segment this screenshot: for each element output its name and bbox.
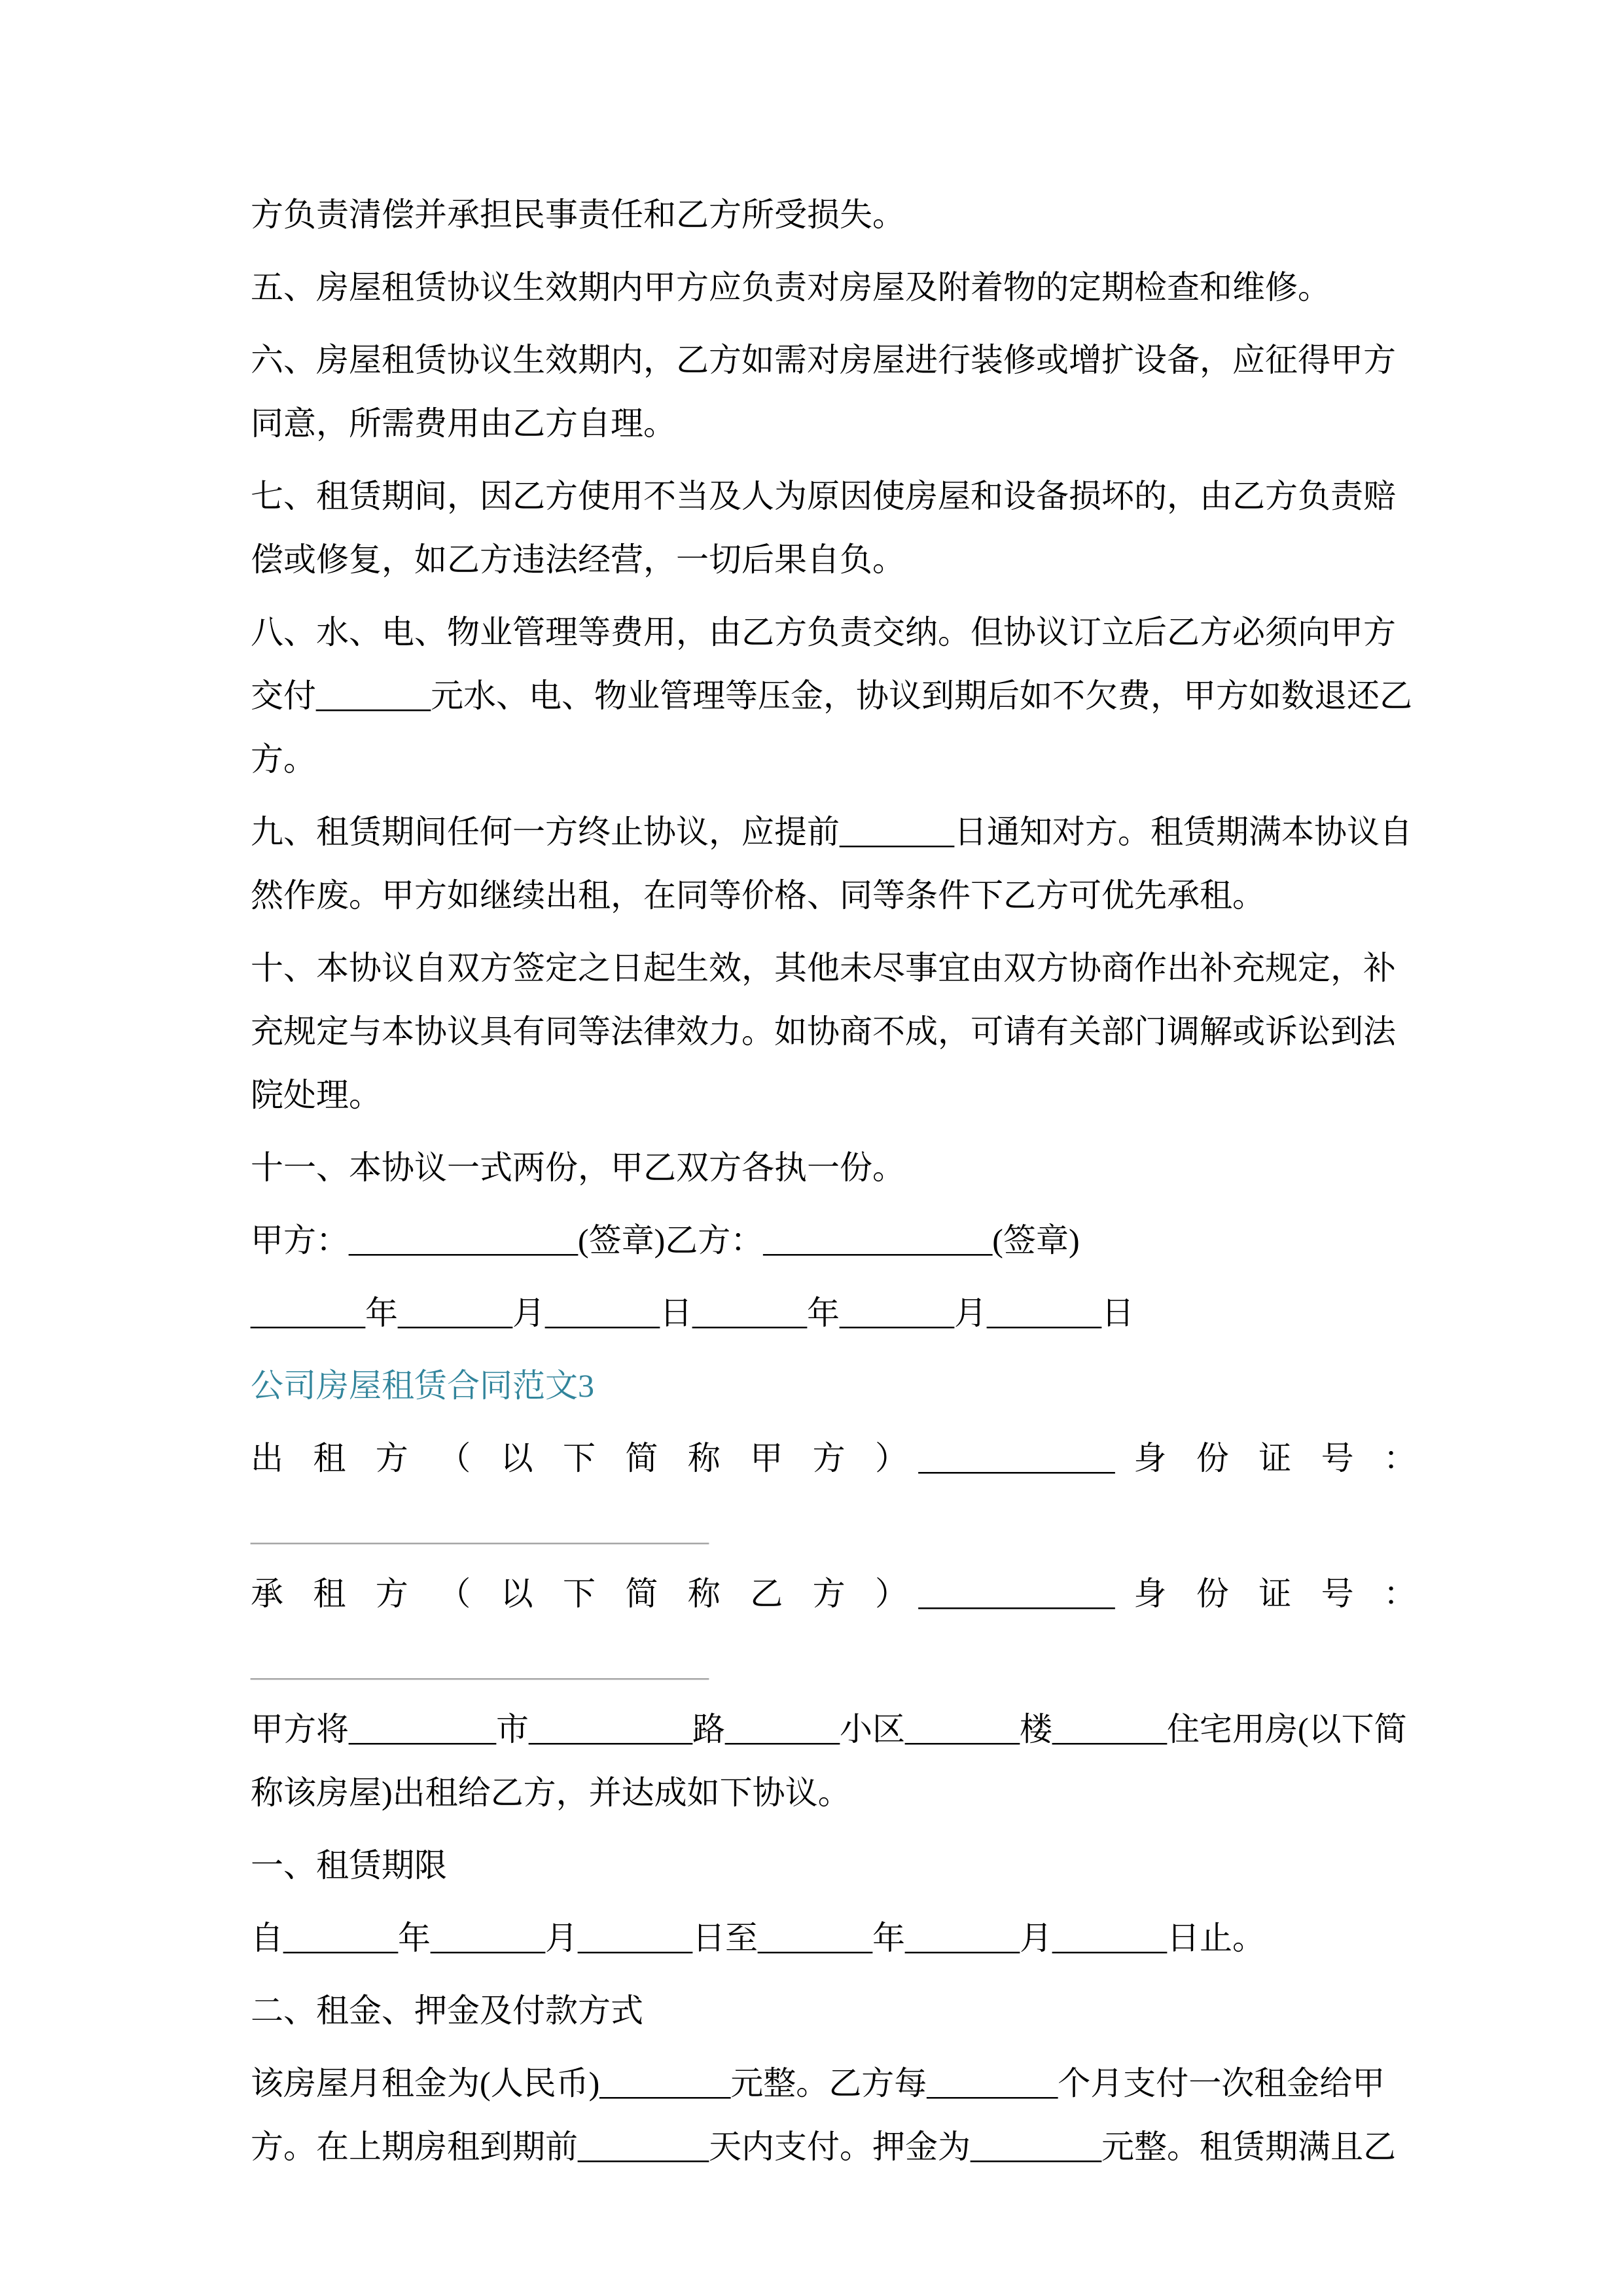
blank-underline: ____________________________: [251, 1511, 709, 1547]
blank-underline: ____________________________: [251, 1646, 709, 1683]
contract-clause: 方负责清偿并承担民事责任和乙方所受损失。: [251, 196, 905, 233]
contract-clause-11: 十一、本协议一式两份，甲乙双方各执一份。: [251, 1149, 905, 1186]
contract-clause-7: 七、租赁期间，因乙方使用不当及人为原因使房屋和设备损坏的，由乙方负责赔偿或修复，如乙方违法经营，一切后果自负。: [251, 478, 1396, 578]
clause-heading-rent-deposit: 二、租金、押金及付款方式: [251, 1992, 643, 2029]
lease-term-dates-line: 自_______年_______月_______日至_______年_______月_______日止。: [251, 1920, 1265, 1956]
contract-clause-5: 五、房屋租赁协议生效期内甲方应负责对房屋及附着物的定期检查和维修。: [251, 269, 1330, 306]
section-heading: 公司房屋租赁合同范文3: [251, 1367, 594, 1404]
date-line: _______年_______月_______日_______年_______月_______日: [251, 1295, 1134, 1331]
rent-payment-clause: 该房屋月租金为(人民币)________元整。乙方每________个月支付一次租金给甲方。在上期房租到期前________天内支付。押金为________元整。租赁期满且乙: [251, 2065, 1396, 2165]
contract-clause-10: 十、本协议自双方签定之日起生效，其他未尽事宜由双方协商作出补充规定，补充规定与本协议具有同等法律效力。如协商不成，可请有关部门调解或诉讼到法院处理。: [251, 950, 1396, 1113]
lessee-identity-line: 承 租 方 （ 以 下 简 称 乙 方 ）____________ 身 份 证 号 ：: [251, 1575, 1416, 1612]
contract-clause-6: 六、房屋租赁协议生效期内，乙方如需对房屋进行装修或增扩设备，应征得甲方同意，所需费用由乙方自理。: [251, 342, 1396, 442]
property-address-clause: 甲方将_________市__________路_______小区_______楼_______住宅用房(以下简称该房屋)出租给乙方，并达成如下协议。: [251, 1711, 1407, 1811]
contract-clause-8: 八、水、电、物业管理等费用，由乙方负责交纳。但协议订立后乙方必须向甲方交付_______元水、电、物业管理等压金，协议到期后如不欠费，甲方如数退还乙方。: [251, 614, 1412, 778]
signature-line: 甲方：______________(签章)乙方：______________(签章): [251, 1222, 1080, 1259]
lessor-identity-line: 出 租 方 （ 以 下 简 称 甲 方 ）____________ 身 份 证 号 ：: [251, 1440, 1416, 1477]
contract-clause-9: 九、租赁期间任何一方终止协议，应提前_______日通知对方。租赁期满本协议自然作废。甲方如继续出租，在同等价格、同等条件下乙方可优先承租。: [251, 814, 1412, 914]
clause-heading-lease-term: 一、租赁期限: [251, 1847, 447, 1884]
